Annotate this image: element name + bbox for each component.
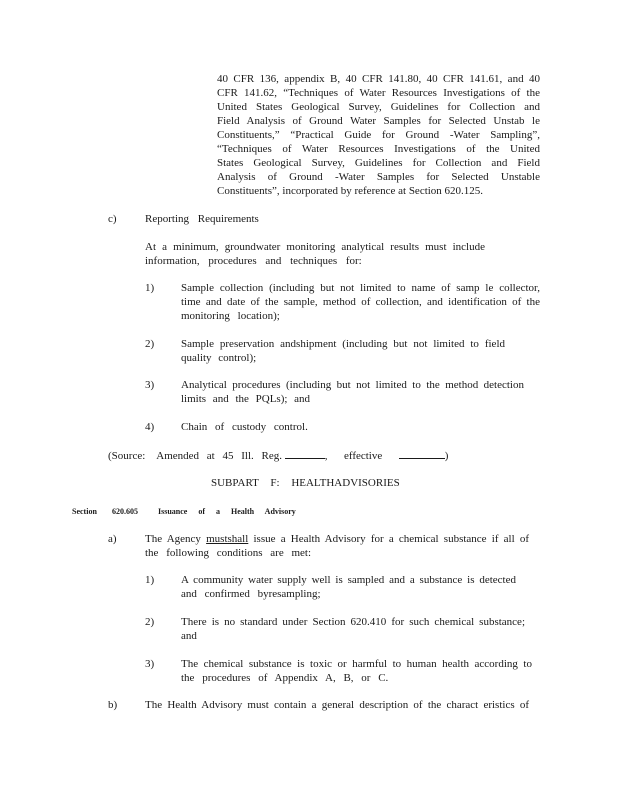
text-line — [145, 532, 529, 546]
text-line: The chemical substance is toxic or harmful to human health according to — [181, 658, 532, 670]
register-volume-blank[interactable] — [285, 448, 325, 459]
subsection-b-text — [145, 698, 529, 712]
text-line: CFR 141.62, “Techniques of Water Resources Investigations of the — [217, 87, 540, 99]
item-number: 2) — [145, 616, 155, 628]
source-effective: effective — [343, 450, 383, 462]
source-note — [108, 448, 448, 463]
effective-date-blank[interactable] — [399, 448, 445, 459]
text-line: quality control); — [181, 352, 257, 364]
text-line: There is no standard under Section 620.410 for such chemical substance; — [181, 616, 525, 628]
text-line: States Geological Survey, Guidelines for Collection and Field — [217, 157, 540, 169]
source-comma: , — [324, 450, 328, 462]
inserted-text: must — [206, 533, 228, 545]
source-prefix: (Source: — [108, 450, 146, 462]
text-run: The Agency — [145, 533, 201, 545]
text-line: Analysis of Ground -Water Samples for Selected Unstable — [217, 171, 540, 183]
list-item — [181, 615, 525, 643]
text-line: time and date of the sample, method of collection, and identification of the — [181, 296, 540, 308]
text-line: A community water supply well is sampled and a substance is detected — [181, 574, 516, 586]
subsection-heading: Reporting Requirements — [145, 213, 259, 225]
item-number: 4) — [145, 421, 155, 433]
item-number: 3) — [145, 379, 155, 391]
list-item — [181, 573, 516, 601]
list-item — [181, 378, 524, 406]
list-item: Chain of custody control. — [181, 421, 308, 433]
text-line: limits and the PQLs); and — [181, 393, 311, 405]
subsection-a-text — [145, 532, 529, 560]
list-item — [181, 281, 540, 323]
text-line: United States Geological Survey, Guidelines for Collection and — [217, 101, 540, 113]
source-amended: Amended at 45 Ill. Reg. — [156, 450, 282, 462]
inserted-text: shall — [227, 533, 249, 545]
text-line: Sample preservation andshipment (including but not limited to field — [181, 338, 505, 350]
subsection-marker-b: b) — [108, 699, 118, 711]
list-item — [181, 657, 532, 685]
text-line: Constituents,” “Practical Guide for Ground -Water Sampling”, — [217, 129, 540, 141]
list-item — [181, 337, 505, 365]
subsection-marker-c: c) — [108, 213, 117, 225]
text-line: information, procedures and techniques for: — [145, 255, 362, 267]
item-number: 1) — [145, 574, 155, 586]
text-line: Constituents”, incorporated by reference at Section 620.125. — [217, 185, 484, 197]
section-title: Issuance of a Health Advisory — [158, 507, 296, 516]
item-number: 2) — [145, 338, 155, 350]
item-number: 3) — [145, 658, 155, 670]
text-line: Sample collection (including but not limited to name of samp le collector, — [181, 282, 540, 294]
text-line: Analytical procedures (including but not limited to the method detection — [181, 379, 524, 391]
text-line: the following conditions are met: — [145, 547, 312, 559]
subsection-marker-a: a) — [108, 533, 117, 545]
item-number: 1) — [145, 282, 155, 294]
text-line: 40 CFR 136, appendix B, 40 CFR 141.80, 40 CFR 141.61, and 40 — [217, 73, 540, 85]
section-number: 620.605 — [112, 507, 138, 516]
text-line: and confirmed byresampling; — [181, 588, 321, 600]
source-suffix: ) — [444, 450, 449, 462]
section-label: Section — [72, 507, 97, 516]
text-line: the procedures of Appendix A, B, or C. — [181, 672, 389, 684]
text-line: monitoring location); — [181, 310, 280, 322]
text-line: At a minimum, groundwater monitoring analytical results must include — [145, 241, 485, 253]
text-run: issue a Health Advisory for a chemical substance if all of — [253, 533, 530, 545]
text-line: and — [181, 630, 197, 642]
subpart-heading: SUBPART F: HEALTHADVISORIES — [211, 477, 400, 489]
text-line: Field Analysis of Ground Water Samples for Selected Unstab le — [217, 115, 540, 127]
incorporation-citation — [217, 72, 540, 198]
text-line: “Techniques of Water Resources Investigations of the United — [217, 143, 540, 155]
text-line: The Health Advisory must contain a general description of the charact eristics of — [145, 699, 529, 711]
subsection-intro — [145, 240, 485, 268]
